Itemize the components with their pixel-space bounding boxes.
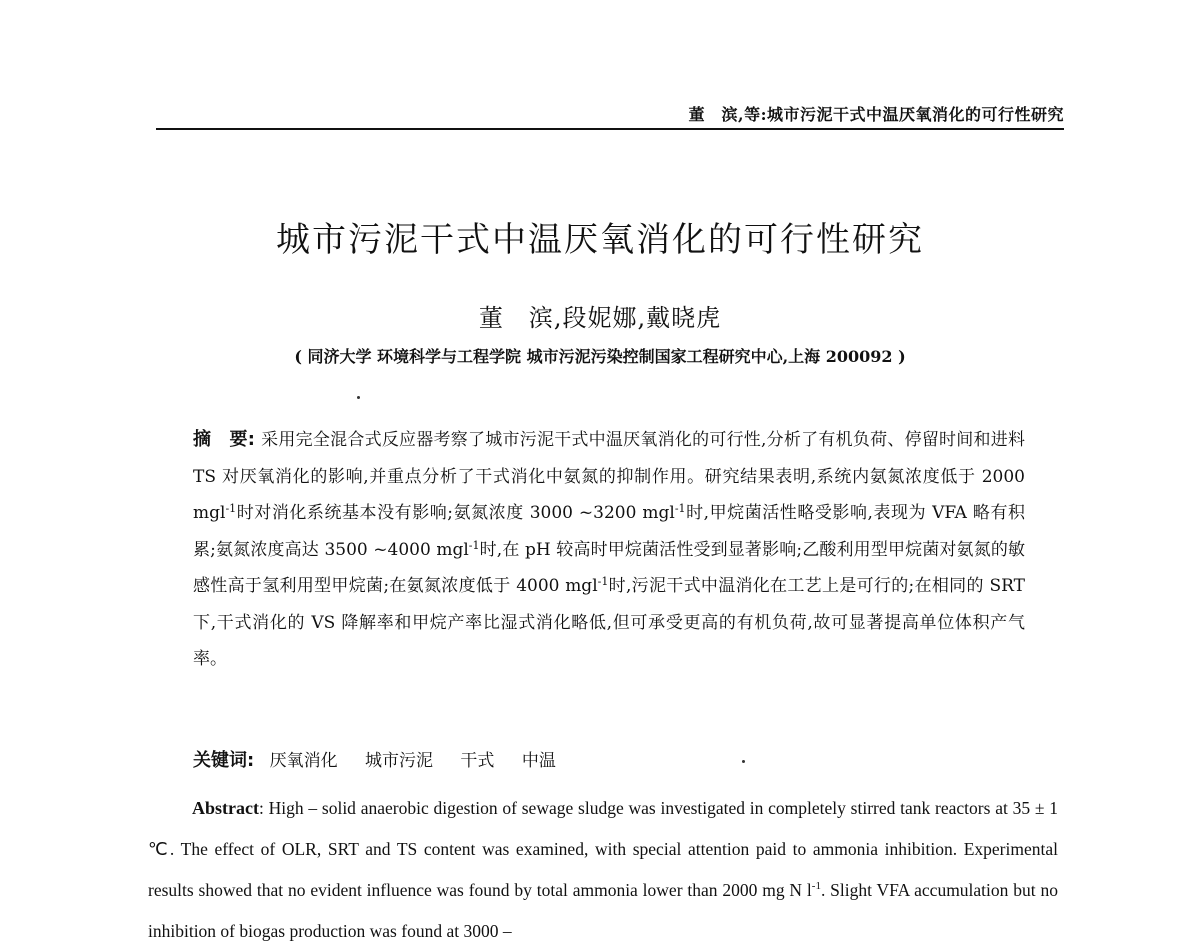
- abstract-english: [148, 788, 1058, 952]
- abstract-en-label: Abstract: [192, 798, 259, 818]
- keywords-line: [193, 746, 578, 772]
- stray-dot-mark: [357, 396, 360, 399]
- paper-authors: 董 滨,段妮娜,戴晓虎: [478, 304, 722, 332]
- keyword-item: 厌氧消化: [269, 751, 338, 771]
- keyword-item: 中温: [521, 751, 556, 771]
- abstract-chinese: [193, 422, 1025, 678]
- keywords-label: 关键词:: [193, 750, 255, 771]
- abstract-en-text-2: . Slight VFA accumulation but no inhibition of biogas production was found at 3000 –: [148, 880, 1058, 941]
- stray-dot-mark: [742, 760, 745, 763]
- abstract-zh-sup-3: -1: [468, 538, 480, 552]
- abstract-zh-text-3: 时,甲烷菌活性略受影响,表现为 VFA 略有积累;氨氮浓度高达 3500 ~4000 mgl: [193, 503, 1025, 560]
- keyword-item: 干式: [460, 751, 495, 771]
- abstract-en-sup-1: -1: [811, 880, 821, 892]
- abstract-zh-sup-1: -1: [225, 502, 237, 515]
- abstract-zh-text-4: 时,在 pH 较高时甲烷菌活性受到显著影响;乙酸利用型甲烷菌对氨氮的敏感性高于氢利用型甲烷菌;在氨氮浓度低于 4000 mgl: [193, 539, 1025, 596]
- abstract-zh-text-1: 采用完全混合式反应器考察了城市污泥干式中温厌氧消化的可行性,分析了有机负荷、停留时间和进料 TS 对厌氧消化的影响,并重点分析了干式消化中氨氮的抑制作用。研究结果表明,系统内氨氮浓度低于 2000 mgl: [193, 430, 1026, 523]
- header-rule: [156, 128, 1064, 130]
- paper-affiliation: ( 同济大学 环境科学与工程学院 城市污泥污染控制国家工程研究中心,上海 200092 ): [294, 347, 906, 366]
- keyword-item: 城市污泥: [365, 751, 434, 771]
- paper-title: 城市污泥干式中温厌氧消化的可行性研究: [276, 220, 924, 260]
- abstract-en-text-1: : High – solid anaerobic digestion of sewage sludge was investigated in completely stirred tank reactors at 35 ± 1 ℃. The effect of OLR, SRT and TS content was examined, with special attention paid to ammonia inhibition. Experimental results showed that no evident influence was found by total ammonia lower than 2000 mg N l: [148, 798, 1058, 900]
- abstract-zh-text-5: 时,污泥干式中温消化在工艺上是可行的;在相同的 SRT 下,干式消化的 VS 降解率和甲烷产率比湿式消化略低,但可承受更高的有机负荷,故可显著提高单位体积产气率。: [193, 576, 1025, 669]
- abstract-zh-sup-2: -1: [674, 502, 686, 515]
- abstract-zh-label: 摘 要:: [193, 429, 255, 450]
- running-header: 董 滨,等:城市污泥干式中温厌氧消化的可行性研究: [688, 105, 1064, 124]
- abstract-zh-text-2: 时对消化系统基本没有影响;氨氮浓度 3000 ~3200 mgl: [236, 503, 675, 523]
- abstract-zh-sup-4: -1: [597, 575, 609, 588]
